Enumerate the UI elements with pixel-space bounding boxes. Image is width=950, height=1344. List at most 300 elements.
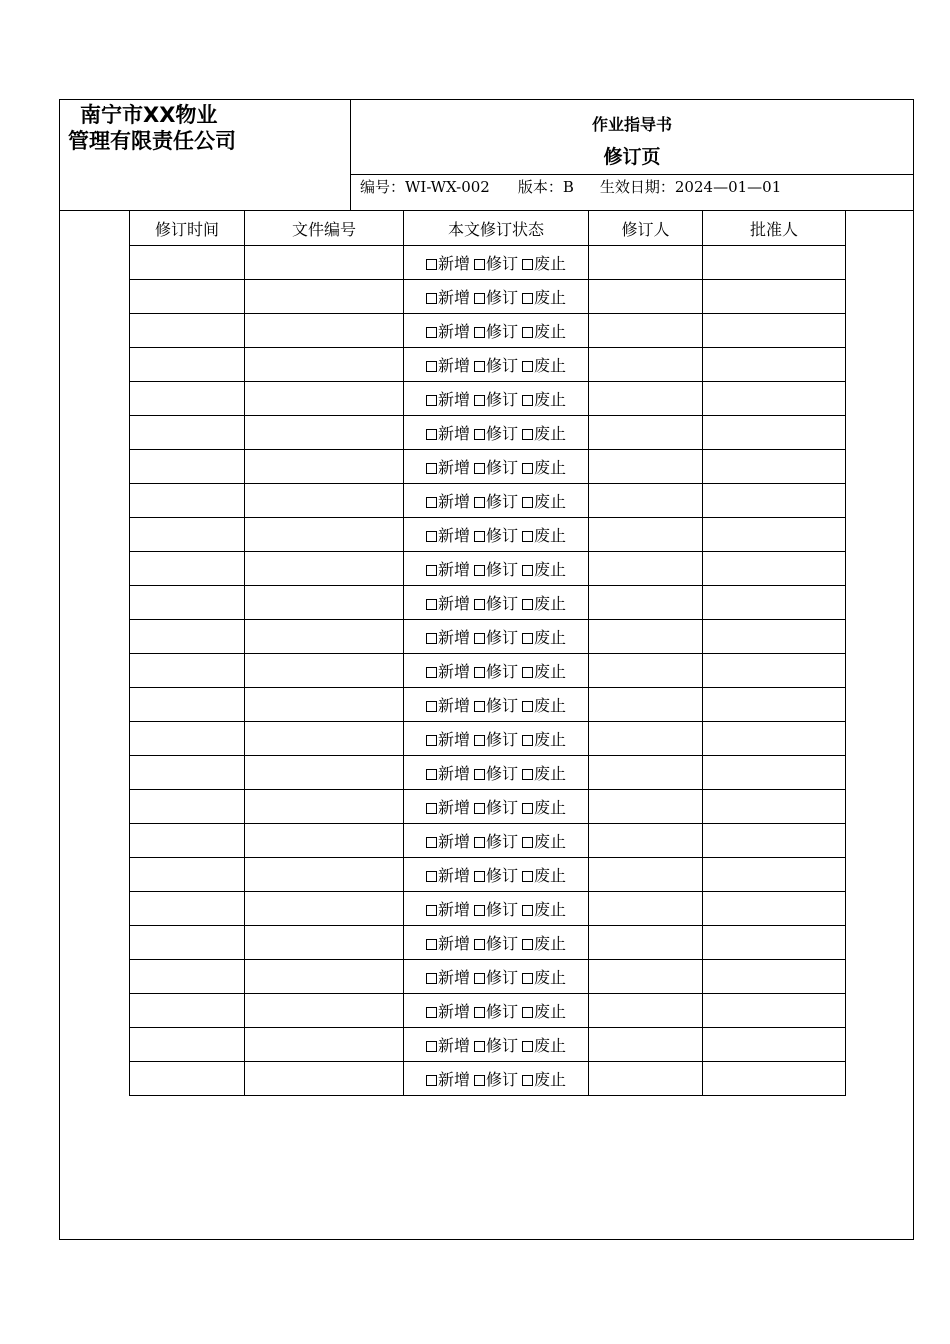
- approver-cell[interactable]: [703, 518, 846, 552]
- status-option[interactable]: [522, 628, 566, 647]
- status-option[interactable]: [474, 288, 518, 307]
- approver-cell[interactable]: [703, 994, 846, 1028]
- checkbox-icon[interactable]: [522, 395, 533, 406]
- status-option-label: 废止: [534, 594, 567, 613]
- status-option[interactable]: [426, 730, 470, 749]
- status-option[interactable]: [474, 798, 518, 817]
- status-option[interactable]: [474, 424, 518, 443]
- reviser-cell[interactable]: [589, 722, 703, 756]
- status-option-label: 新增: [437, 628, 470, 647]
- status-option[interactable]: [474, 968, 518, 987]
- status-option-label: 新增: [437, 526, 470, 545]
- status-option-label: 修订: [485, 424, 518, 443]
- table-row: [130, 756, 846, 790]
- checkbox-icon[interactable]: [426, 599, 437, 610]
- status-option-label: 废止: [534, 866, 567, 885]
- status-option-label: 废止: [534, 1070, 567, 1089]
- revision-time-cell[interactable]: [130, 382, 245, 416]
- checkbox-icon[interactable]: [522, 837, 533, 848]
- checkbox-icon[interactable]: [474, 361, 485, 372]
- status-option[interactable]: [522, 730, 566, 749]
- checkbox-icon[interactable]: [426, 1041, 437, 1052]
- revision-time-cell[interactable]: [130, 790, 245, 824]
- file-number-cell[interactable]: [245, 722, 404, 756]
- revision-status-cell: [404, 892, 589, 926]
- approver-cell[interactable]: [703, 382, 846, 416]
- status-option[interactable]: [426, 424, 470, 443]
- reviser-cell[interactable]: [589, 518, 703, 552]
- revision-time-cell[interactable]: [130, 824, 245, 858]
- status-option-label: 新增: [437, 730, 470, 749]
- reviser-cell[interactable]: [589, 586, 703, 620]
- checkbox-icon[interactable]: [522, 327, 533, 338]
- reviser-cell[interactable]: [589, 654, 703, 688]
- checkbox-icon[interactable]: [474, 599, 485, 610]
- status-option-label: 新增: [437, 764, 470, 783]
- reviser-cell[interactable]: [589, 858, 703, 892]
- status-option[interactable]: [522, 764, 566, 783]
- file-number-cell[interactable]: [245, 348, 404, 382]
- status-option[interactable]: [522, 390, 566, 409]
- approver-cell[interactable]: [703, 722, 846, 756]
- revision-time-cell[interactable]: [130, 246, 245, 280]
- revision-time-cell[interactable]: [130, 722, 245, 756]
- revision-time-cell[interactable]: [130, 586, 245, 620]
- checkbox-icon[interactable]: [474, 803, 485, 814]
- checkbox-icon[interactable]: [426, 497, 437, 508]
- status-option-label: 修订: [485, 322, 518, 341]
- status-option[interactable]: [474, 1070, 518, 1089]
- reviser-cell[interactable]: [589, 348, 703, 382]
- reviser-cell[interactable]: [589, 688, 703, 722]
- revision-time-cell[interactable]: [130, 314, 245, 348]
- status-option-label: 修订: [485, 798, 518, 817]
- checkbox-icon[interactable]: [426, 701, 437, 712]
- checkbox-icon[interactable]: [474, 633, 485, 644]
- approver-cell[interactable]: [703, 960, 846, 994]
- table-row: [130, 280, 846, 314]
- document-version: 版本：B: [517, 178, 574, 196]
- approver-cell[interactable]: [703, 654, 846, 688]
- revision-time-cell[interactable]: [130, 280, 245, 314]
- approver-cell[interactable]: [703, 280, 846, 314]
- status-option[interactable]: [426, 900, 470, 919]
- file-number-cell[interactable]: [245, 1062, 404, 1096]
- checkbox-icon[interactable]: [474, 293, 485, 304]
- approver-cell[interactable]: [703, 790, 846, 824]
- checkbox-icon[interactable]: [522, 361, 533, 372]
- checkbox-icon[interactable]: [522, 667, 533, 678]
- status-option[interactable]: [426, 696, 470, 715]
- status-option-label: 修订: [485, 526, 518, 545]
- approver-cell[interactable]: [703, 246, 846, 280]
- status-option-label: 废止: [534, 526, 567, 545]
- status-option[interactable]: [426, 832, 470, 851]
- file-number-cell[interactable]: [245, 552, 404, 586]
- checkbox-icon[interactable]: [474, 973, 485, 984]
- checkbox-icon[interactable]: [474, 531, 485, 542]
- table-row: [130, 416, 846, 450]
- checkbox-icon[interactable]: [474, 565, 485, 576]
- status-option[interactable]: [522, 322, 566, 341]
- status-option[interactable]: [426, 798, 470, 817]
- approver-cell[interactable]: [703, 416, 846, 450]
- checkbox-icon[interactable]: [522, 1041, 533, 1052]
- checkbox-icon[interactable]: [474, 429, 485, 440]
- approver-cell[interactable]: [703, 314, 846, 348]
- status-option[interactable]: [426, 458, 470, 477]
- reviser-cell[interactable]: [589, 892, 703, 926]
- checkbox-icon[interactable]: [426, 803, 437, 814]
- status-option-label: 废止: [534, 968, 567, 987]
- status-option[interactable]: [474, 1036, 518, 1055]
- status-option-label: 废止: [534, 798, 567, 817]
- status-option-label: 修订: [485, 594, 518, 613]
- revision-time-cell[interactable]: [130, 1028, 245, 1062]
- reviser-cell[interactable]: [589, 314, 703, 348]
- status-option-label: 新增: [437, 1036, 470, 1055]
- status-option[interactable]: [474, 594, 518, 613]
- checkbox-icon[interactable]: [426, 293, 437, 304]
- table-row: [130, 1028, 846, 1062]
- status-option[interactable]: [426, 934, 470, 953]
- approver-cell[interactable]: [703, 1028, 846, 1062]
- revision-time-cell[interactable]: [130, 450, 245, 484]
- table-row: [130, 722, 846, 756]
- status-option[interactable]: [474, 560, 518, 579]
- revision-time-cell[interactable]: [130, 518, 245, 552]
- status-option[interactable]: [474, 322, 518, 341]
- status-option[interactable]: [474, 662, 518, 681]
- approver-cell[interactable]: [703, 1062, 846, 1096]
- checkbox-icon[interactable]: [426, 905, 437, 916]
- revision-time-cell[interactable]: [130, 892, 245, 926]
- checkbox-icon[interactable]: [522, 1075, 533, 1086]
- approver-cell[interactable]: [703, 756, 846, 790]
- reviser-cell[interactable]: [589, 416, 703, 450]
- status-option[interactable]: [474, 730, 518, 749]
- status-option[interactable]: [522, 458, 566, 477]
- file-number-cell[interactable]: [245, 926, 404, 960]
- checkbox-icon[interactable]: [522, 1007, 533, 1018]
- checkbox-icon[interactable]: [426, 259, 437, 270]
- status-option[interactable]: [474, 458, 518, 477]
- table-row: [130, 824, 846, 858]
- file-number-cell[interactable]: [245, 246, 404, 280]
- checkbox-icon[interactable]: [474, 1007, 485, 1018]
- status-option[interactable]: [522, 254, 566, 273]
- checkbox-icon[interactable]: [522, 259, 533, 270]
- status-option[interactable]: [426, 356, 470, 375]
- revision-time-cell[interactable]: [130, 416, 245, 450]
- checkbox-icon[interactable]: [522, 293, 533, 304]
- checkbox-icon[interactable]: [474, 1075, 485, 1086]
- checkbox-icon[interactable]: [426, 1075, 437, 1086]
- checkbox-icon[interactable]: [426, 769, 437, 780]
- approver-cell[interactable]: [703, 484, 846, 518]
- table-row: [130, 314, 846, 348]
- reviser-cell[interactable]: [589, 960, 703, 994]
- status-option[interactable]: [426, 526, 470, 545]
- reviser-cell[interactable]: [589, 824, 703, 858]
- status-option-label: 废止: [534, 628, 567, 647]
- status-option-label: 修订: [485, 968, 518, 987]
- checkbox-icon[interactable]: [522, 769, 533, 780]
- reviser-cell[interactable]: [589, 790, 703, 824]
- reviser-cell[interactable]: [589, 756, 703, 790]
- revision-time-cell[interactable]: [130, 858, 245, 892]
- status-option[interactable]: [522, 696, 566, 715]
- revision-status-cell: [404, 1028, 589, 1062]
- revision-time-cell[interactable]: [130, 552, 245, 586]
- file-number-cell[interactable]: [245, 484, 404, 518]
- status-option[interactable]: [474, 390, 518, 409]
- status-option[interactable]: [522, 492, 566, 511]
- revision-status-cell: [404, 416, 589, 450]
- status-option[interactable]: [426, 390, 470, 409]
- status-option[interactable]: [474, 934, 518, 953]
- file-number-cell[interactable]: [245, 824, 404, 858]
- status-option[interactable]: [522, 662, 566, 681]
- checkbox-icon[interactable]: [474, 1041, 485, 1052]
- status-option[interactable]: [426, 628, 470, 647]
- table-row: [130, 518, 846, 552]
- revision-time-cell[interactable]: [130, 756, 245, 790]
- approver-cell[interactable]: [703, 620, 846, 654]
- file-number-cell[interactable]: [245, 994, 404, 1028]
- table-row: [130, 994, 846, 1028]
- revision-time-cell[interactable]: [130, 654, 245, 688]
- file-number-cell[interactable]: [245, 858, 404, 892]
- approver-cell[interactable]: [703, 552, 846, 586]
- checkbox-icon[interactable]: [522, 973, 533, 984]
- checkbox-icon[interactable]: [474, 837, 485, 848]
- file-number-cell[interactable]: [245, 450, 404, 484]
- file-number-cell[interactable]: [245, 790, 404, 824]
- checkbox-icon[interactable]: [474, 395, 485, 406]
- checkbox-icon[interactable]: [474, 905, 485, 916]
- checkbox-icon[interactable]: [474, 327, 485, 338]
- checkbox-icon[interactable]: [474, 667, 485, 678]
- status-option[interactable]: [426, 968, 470, 987]
- checkbox-icon[interactable]: [474, 259, 485, 270]
- checkbox-icon[interactable]: [522, 701, 533, 712]
- status-option[interactable]: [522, 968, 566, 987]
- checkbox-icon[interactable]: [426, 361, 437, 372]
- status-option[interactable]: [522, 832, 566, 851]
- checkbox-icon[interactable]: [474, 735, 485, 746]
- checkbox-icon[interactable]: [522, 599, 533, 610]
- reviser-cell[interactable]: [589, 994, 703, 1028]
- checkbox-icon[interactable]: [474, 463, 485, 474]
- reviser-cell[interactable]: [589, 450, 703, 484]
- status-option-label: 新增: [437, 662, 470, 681]
- file-number-cell[interactable]: [245, 586, 404, 620]
- status-option[interactable]: [474, 696, 518, 715]
- approver-cell[interactable]: [703, 348, 846, 382]
- table-row: [130, 790, 846, 824]
- status-option[interactable]: [522, 560, 566, 579]
- checkbox-icon[interactable]: [426, 633, 437, 644]
- checkbox-icon[interactable]: [426, 531, 437, 542]
- file-number-cell[interactable]: [245, 688, 404, 722]
- status-option[interactable]: [474, 866, 518, 885]
- file-number-cell[interactable]: [245, 280, 404, 314]
- page-title: 修订页: [603, 146, 661, 168]
- status-option[interactable]: [474, 492, 518, 511]
- approver-cell[interactable]: [703, 586, 846, 620]
- checkbox-icon[interactable]: [474, 497, 485, 508]
- status-option[interactable]: [426, 662, 470, 681]
- checkbox-icon[interactable]: [522, 735, 533, 746]
- file-number-cell[interactable]: [245, 620, 404, 654]
- status-option[interactable]: [426, 254, 470, 273]
- status-option[interactable]: [522, 866, 566, 885]
- checkbox-icon[interactable]: [426, 1007, 437, 1018]
- file-number-cell[interactable]: [245, 382, 404, 416]
- checkbox-icon[interactable]: [474, 701, 485, 712]
- checkbox-icon[interactable]: [426, 667, 437, 678]
- status-option[interactable]: [522, 594, 566, 613]
- status-option[interactable]: [522, 900, 566, 919]
- reviser-cell[interactable]: [589, 1028, 703, 1062]
- reviser-cell[interactable]: [589, 484, 703, 518]
- status-option[interactable]: [474, 764, 518, 783]
- reviser-cell[interactable]: [589, 1062, 703, 1096]
- status-option[interactable]: [426, 764, 470, 783]
- file-number-cell[interactable]: [245, 892, 404, 926]
- checkbox-icon[interactable]: [426, 429, 437, 440]
- revision-time-cell[interactable]: [130, 926, 245, 960]
- checkbox-icon[interactable]: [426, 327, 437, 338]
- status-option[interactable]: [426, 1036, 470, 1055]
- checkbox-icon[interactable]: [522, 463, 533, 474]
- file-number-cell[interactable]: [245, 756, 404, 790]
- checkbox-icon[interactable]: [522, 633, 533, 644]
- table-row: [130, 654, 846, 688]
- file-number-cell[interactable]: [245, 416, 404, 450]
- table-row: [130, 450, 846, 484]
- approver-cell[interactable]: [703, 450, 846, 484]
- checkbox-icon[interactable]: [474, 769, 485, 780]
- status-option-label: 废止: [534, 934, 567, 953]
- status-option-label: 废止: [534, 492, 567, 511]
- approver-cell[interactable]: [703, 926, 846, 960]
- status-option[interactable]: [522, 356, 566, 375]
- status-option[interactable]: [522, 1070, 566, 1089]
- status-option[interactable]: [474, 526, 518, 545]
- revision-time-cell[interactable]: [130, 960, 245, 994]
- status-option-label: 修订: [485, 254, 518, 273]
- revision-time-cell[interactable]: [130, 688, 245, 722]
- checkbox-icon[interactable]: [426, 871, 437, 882]
- checkbox-icon[interactable]: [522, 565, 533, 576]
- revision-status-cell: [404, 1062, 589, 1096]
- status-option[interactable]: [426, 1070, 470, 1089]
- status-option-label: 废止: [534, 424, 567, 443]
- status-option[interactable]: [426, 288, 470, 307]
- status-option-label: 新增: [437, 254, 470, 273]
- checkbox-icon[interactable]: [426, 973, 437, 984]
- checkbox-icon[interactable]: [522, 905, 533, 916]
- status-option[interactable]: [474, 356, 518, 375]
- reviser-cell[interactable]: [589, 552, 703, 586]
- status-option[interactable]: [426, 1002, 470, 1021]
- checkbox-icon[interactable]: [426, 395, 437, 406]
- checkbox-icon[interactable]: [522, 429, 533, 440]
- approver-cell[interactable]: [703, 824, 846, 858]
- checkbox-icon[interactable]: [426, 735, 437, 746]
- revision-time-cell[interactable]: [130, 620, 245, 654]
- checkbox-icon[interactable]: [426, 939, 437, 950]
- file-number-cell[interactable]: [245, 518, 404, 552]
- checkbox-icon[interactable]: [522, 531, 533, 542]
- status-option[interactable]: [426, 322, 470, 341]
- checkbox-icon[interactable]: [474, 939, 485, 950]
- status-option[interactable]: [522, 288, 566, 307]
- checkbox-icon[interactable]: [474, 871, 485, 882]
- revision-status-cell: [404, 960, 589, 994]
- revision-time-cell[interactable]: [130, 484, 245, 518]
- revision-table: [129, 210, 846, 1096]
- file-number-cell[interactable]: [245, 1028, 404, 1062]
- company-name: [68, 102, 236, 154]
- status-option[interactable]: [426, 594, 470, 613]
- revision-status-cell: [404, 280, 589, 314]
- approver-cell[interactable]: [703, 892, 846, 926]
- revision-time-cell[interactable]: [130, 348, 245, 382]
- status-option-label: 修订: [485, 560, 518, 579]
- revision-time-cell[interactable]: [130, 994, 245, 1028]
- reviser-cell[interactable]: [589, 620, 703, 654]
- status-option[interactable]: [474, 900, 518, 919]
- reviser-cell[interactable]: [589, 382, 703, 416]
- checkbox-icon[interactable]: [522, 871, 533, 882]
- checkbox-icon[interactable]: [522, 939, 533, 950]
- reviser-cell[interactable]: [589, 926, 703, 960]
- revision-time-cell[interactable]: [130, 1062, 245, 1096]
- status-option[interactable]: [474, 628, 518, 647]
- status-option[interactable]: [522, 934, 566, 953]
- checkbox-icon[interactable]: [522, 803, 533, 814]
- status-option[interactable]: [522, 1002, 566, 1021]
- status-option[interactable]: [474, 1002, 518, 1021]
- status-option[interactable]: [474, 832, 518, 851]
- approver-cell[interactable]: [703, 688, 846, 722]
- status-option-label: 新增: [437, 594, 470, 613]
- revision-status-cell: [404, 654, 589, 688]
- status-option-label: 废止: [534, 1036, 567, 1055]
- file-number-cell[interactable]: [245, 314, 404, 348]
- status-option[interactable]: [474, 254, 518, 273]
- status-option[interactable]: [426, 866, 470, 885]
- checkbox-icon[interactable]: [426, 565, 437, 576]
- status-option[interactable]: [426, 492, 470, 511]
- status-option[interactable]: [522, 1036, 566, 1055]
- status-option[interactable]: [522, 526, 566, 545]
- approver-cell[interactable]: [703, 858, 846, 892]
- checkbox-icon[interactable]: [426, 463, 437, 474]
- status-option[interactable]: [426, 560, 470, 579]
- file-number-cell[interactable]: [245, 654, 404, 688]
- reviser-cell[interactable]: [589, 280, 703, 314]
- status-option[interactable]: [522, 424, 566, 443]
- file-number-cell[interactable]: [245, 960, 404, 994]
- checkbox-icon[interactable]: [426, 837, 437, 848]
- checkbox-icon[interactable]: [522, 497, 533, 508]
- status-option[interactable]: [522, 798, 566, 817]
- reviser-cell[interactable]: [589, 246, 703, 280]
